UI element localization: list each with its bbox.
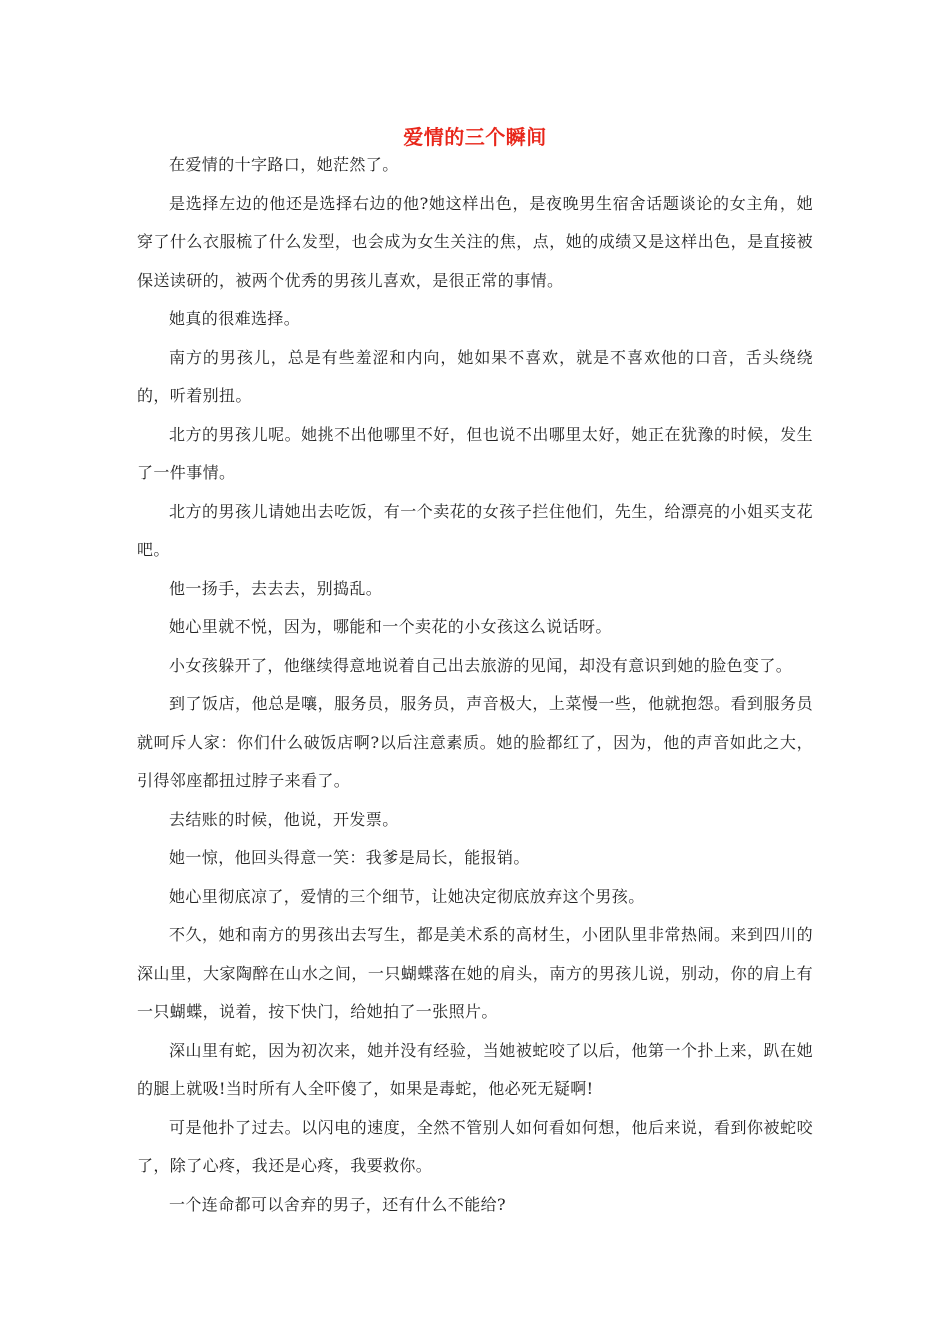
paragraph: 一个连命都可以舍弃的男子，还有什么不能给? <box>169 1194 506 1214</box>
paragraph: 可是他扑了过去。以闪电的速度，全然不管别人如何看如何想，他后来说，看到你被蛇咬了，除了心疼，我还是心疼，我要救你。 <box>137 1117 813 1175</box>
paragraph: 她一惊，他回头得意一笑：我爹是局长，能报销。 <box>169 848 530 867</box>
document-title: 爱情的三个瞬间 <box>403 125 547 149</box>
paragraph: 小女孩躲开了，他继续得意地说着自己出去旅游的见闻，却没有意识到她的脸色变了。 <box>169 655 793 675</box>
paragraph: 南方的男孩儿，总是有些羞涩和内向，她如果不喜欢，就是不喜欢他的口音，舌头绕绕的，听着别扭。 <box>137 347 813 405</box>
paragraph: 北方的男孩儿请她出去吃饭，有一个卖花的女孩子拦住他们，先生，给漂亮的小姐买支花吧。 <box>137 501 813 559</box>
paragraph: 他一扬手，去去去，别捣乱。 <box>169 578 383 598</box>
paragraph: 她真的很难选择。 <box>169 309 301 328</box>
paragraph: 去结账的时候，他说，开发票。 <box>169 809 399 829</box>
paragraph: 在爱情的十字路口，她茫然了。 <box>169 155 399 174</box>
paragraph: 到了饭店，他总是嚷，服务员，服务员，声音极大，上菜慢一些，他就抱怨。看到服务员就呵斥人家：你们什么破饭店啊?以后注意素质。她的脸都红了，因为，他的声音如此之大，引得邻座都扭过脖子来看了。 <box>137 694 813 790</box>
paragraph: 她心里就不悦，因为，哪能和一个卖花的小女孩这么说话呀。 <box>169 617 612 636</box>
paragraph: 她心里彻底凉了，爱情的三个细节，让她决定彻底放弃这个男孩。 <box>169 886 645 906</box>
paragraph: 北方的男孩儿呢。她挑不出他哪里不好，但也说不出哪里太好，她正在犹豫的时候，发生了一件事情。 <box>137 424 813 482</box>
paragraph: 是选择左边的他还是选择右边的他?她这样出色，是夜晚男生宿舍话题谈论的女主角，她穿了什么衣服梳了什么发型，也会成为女生关注的焦，点，她的成绩又是这样出色，是直接被保送读研的，被两个优秀的男孩儿喜欢，是很正常的事情。 <box>137 193 813 290</box>
paragraph: 不久，她和南方的男孩出去写生，都是美术系的高材生，小团队里非常热闹。来到四川的深山里，大家陶醉在山水之间，一只蝴蝶落在她的肩头，南方的男孩儿说，别动，你的肩上有一只蝴蝶，说着，按下快门，给她拍了一张照片。 <box>137 925 813 1021</box>
paragraph: 深山里有蛇，因为初次来，她并没有经验，当她被蛇咬了以后，他第一个扑上来，趴在她的腿上就吸!当时所有人全吓傻了，如果是毒蛇，他必死无疑啊! <box>137 1040 813 1098</box>
document-body <box>137 122 813 1224</box>
